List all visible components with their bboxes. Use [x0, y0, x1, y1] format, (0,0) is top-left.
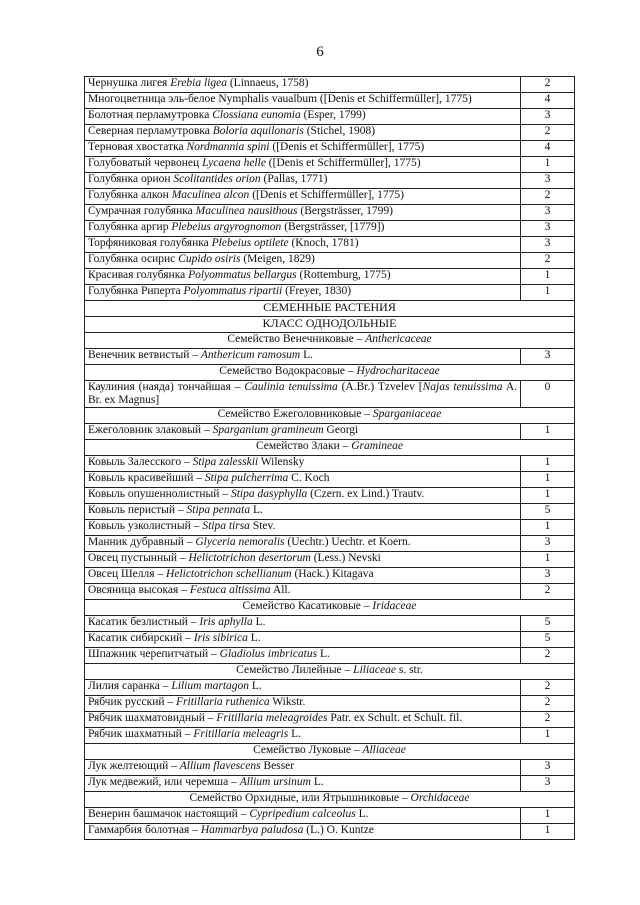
category-value: 3: [521, 760, 575, 776]
species-name: [85, 568, 521, 584]
species-table-body: [85, 77, 575, 840]
species-russian-name: Голубянка осирис: [88, 253, 179, 265]
category-value: 3: [521, 536, 575, 552]
species-russian-name: Ковыль опушеннолистный –: [88, 488, 231, 501]
species-latin-name: Helictotrichon schellianum: [166, 568, 292, 581]
species-name: [85, 77, 521, 93]
species-latin-name: Iris sibirica: [193, 632, 248, 645]
species-author: L.: [300, 349, 314, 361]
species-russian-name: Ежеголовник злаковый –: [88, 424, 213, 437]
species-name: [85, 189, 521, 205]
species-row: [85, 696, 575, 712]
family-russian-name: Семейство Касатиковые –: [242, 600, 373, 613]
species-row: [85, 680, 575, 696]
category-value: 5: [521, 616, 575, 632]
species-row: [85, 520, 575, 536]
species-latin-name: Fritillaria ruthenica: [176, 696, 270, 709]
family-latin-name: Iridaceae: [372, 600, 417, 613]
category-value: 1: [521, 808, 575, 824]
species-name: [85, 488, 521, 504]
species-russian-name: Касатик безлистный –: [88, 616, 200, 629]
species-author: All.: [270, 584, 291, 597]
category-value: 2: [521, 712, 575, 728]
family-latin-name: Hydrocharitaceae: [356, 365, 440, 377]
species-name: [85, 632, 521, 648]
species-latin-name: Anthericum ramosum: [200, 349, 301, 361]
species-name: [85, 472, 521, 488]
species-russian-name: Венечник ветвистый –: [88, 349, 201, 361]
species-row: [85, 253, 575, 269]
species-latin-name: Polyommatus bellargus: [188, 269, 297, 281]
species-latin-name: Stipa pennata: [186, 504, 251, 517]
family-russian-name: Семейство Луковые –: [253, 744, 363, 757]
family-row: [85, 744, 575, 760]
species-russian-name: Каулиния (наяда) тончайшая –: [88, 381, 245, 393]
category-value: 3: [521, 568, 575, 584]
species-latin-name: Helictotrichon desertorum: [188, 552, 311, 565]
species-name: [85, 285, 521, 301]
category-value: 2: [521, 696, 575, 712]
species-russian-name: Овсец Шелля –: [88, 568, 167, 581]
category-value: 1: [521, 728, 575, 744]
species-name: [85, 584, 521, 600]
species-author: L.: [249, 680, 262, 693]
category-value: 1: [521, 157, 575, 173]
family-qualifier: s. str.: [395, 664, 423, 677]
species-russian-name: Сумрачная голубянка: [88, 205, 196, 217]
species-latin-name: Stipa zalesskii: [192, 456, 259, 469]
species-russian-name: Шпажник черепитчатый –: [88, 648, 220, 661]
species-author: (A.Br.) Tzvelev [: [337, 381, 423, 393]
species-latin-name: Stipa tirsa: [202, 520, 250, 533]
species-latin-name: Caulinia tenuissima: [244, 381, 338, 393]
species-russian-name: Гаммарбия болотная –: [88, 824, 201, 837]
species-latin-name: Maculinea alcon: [171, 189, 250, 201]
species-row: [85, 189, 575, 205]
species-row: [85, 712, 575, 728]
family-row: [85, 440, 575, 456]
species-author: (Less.) Nevski: [310, 552, 381, 565]
species-row: [85, 584, 575, 600]
species-russian-name: Торфяниковая голубянка: [88, 237, 212, 249]
category-value: 1: [521, 824, 575, 840]
category-value: 3: [521, 109, 575, 125]
species-row: [85, 221, 575, 237]
species-russian-name: Ковыль Залесского –: [88, 456, 193, 469]
family-latin-name: Sparganiaceae: [372, 408, 442, 421]
species-russian-name: Голубянка Риперта: [88, 285, 184, 297]
species-author: ([Denis et Schiffermüller], 1775): [269, 141, 425, 153]
species-russian-name: Рябчик шахматовидный –: [88, 712, 217, 725]
family-name: [85, 600, 575, 616]
species-row: [85, 424, 575, 440]
species-name: [85, 173, 521, 189]
species-russian-name: Терновая хвостатка: [88, 141, 187, 153]
species-russian-name: Красивая голубянка: [88, 269, 189, 281]
species-russian-name: Ковыль перистый –: [88, 504, 187, 517]
species-author: Stev.: [249, 520, 276, 533]
species-name: [85, 109, 521, 125]
family-russian-name: Семейство Лилейные –: [236, 664, 354, 677]
species-row: [85, 808, 575, 824]
family-latin-name: Alliaceae: [362, 744, 406, 757]
species-latin-name: Gladiolus imbricatus: [219, 648, 318, 661]
species-row: [85, 381, 575, 408]
species-name: [85, 760, 521, 776]
species-russian-name: Ковыль узколистный –: [88, 520, 203, 533]
species-row: [85, 552, 575, 568]
family-russian-name: Семейство Орхидные, или Ятрышниковые –: [189, 792, 411, 805]
species-russian-name: Чернушка лигея: [88, 77, 171, 89]
species-latin-name: Glyceria nemoralis: [195, 536, 285, 549]
species-name: [85, 237, 521, 253]
species-author: L.: [247, 632, 261, 645]
category-value: 1: [521, 424, 575, 440]
species-russian-name: Лилия саранка –: [88, 680, 172, 693]
category-value: 1: [521, 488, 575, 504]
category-value: 3: [521, 349, 575, 365]
species-russian-name: Ковыль красивейший –: [88, 472, 205, 485]
species-latin-name: Boloria aquilonaris: [212, 125, 304, 137]
family-russian-name: Семейство Злаки –: [255, 440, 352, 453]
species-author: (Linnaeus, 1758): [226, 77, 309, 89]
category-value: 1: [521, 285, 575, 301]
species-latin-name: Fritillaria meleagris: [193, 728, 289, 741]
species-name: [85, 349, 521, 365]
species-name: [85, 93, 521, 109]
category-value: 1: [521, 456, 575, 472]
species-name: [85, 253, 521, 269]
species-russian-name: Многоцветница эль-белое Nymphalis vaualbum ([Denis et Schiffermüller], 1775): [88, 93, 472, 105]
species-latin-name: Festuca altissima: [189, 584, 271, 597]
category-value: 5: [521, 632, 575, 648]
species-russian-name: Рябчик русский –: [88, 696, 177, 709]
species-russian-name: Рябчик шахматный –: [88, 728, 194, 741]
section-header: СЕМЕННЫЕ РАСТЕНИЯ: [85, 301, 575, 317]
species-author: (Meigen, 1829): [240, 253, 315, 265]
species-row: [85, 504, 575, 520]
species-name: [85, 456, 521, 472]
species-latin-name: Scolitantides orion: [173, 173, 261, 185]
species-author: Georgi: [323, 424, 359, 437]
species-russian-name: Венерин башмачок настоящий –: [88, 808, 250, 821]
species-name: [85, 381, 521, 408]
species-name: [85, 680, 521, 696]
species-latin-name: Allium ursinum: [239, 776, 311, 789]
species-latin-name: Iris aphylla: [199, 616, 253, 629]
species-row: [85, 93, 575, 109]
species-author: L.: [252, 616, 266, 629]
species-russian-name: Овсяница высокая –: [88, 584, 190, 597]
species-name: [85, 696, 521, 712]
species-latin-name: Nordmannia spini: [186, 141, 270, 153]
species-author: Besser: [260, 760, 295, 773]
family-name: [85, 365, 575, 381]
species-row: [85, 568, 575, 584]
species-name: [85, 648, 521, 664]
species-row: [85, 141, 575, 157]
category-value: 1: [521, 472, 575, 488]
species-latin-name: Plebeius optilete: [211, 237, 289, 249]
species-row: [85, 109, 575, 125]
species-author: (Esper, 1799): [300, 109, 366, 121]
species-author: L.: [317, 648, 330, 661]
family-latin-name: Liliaceae: [353, 664, 396, 677]
family-latin-name: Gramineae: [351, 440, 403, 453]
species-author: (Freyer, 1830): [282, 285, 352, 297]
family-russian-name: Семейство Водокрасовые –: [219, 365, 357, 377]
category-value: 4: [521, 141, 575, 157]
species-author: Wilensky: [258, 456, 305, 469]
family-name: [85, 440, 575, 456]
category-value: 0: [521, 381, 575, 408]
family-latin-name: Orchidaceae: [410, 792, 470, 805]
species-row: [85, 536, 575, 552]
species-row: [85, 488, 575, 504]
species-name: [85, 776, 521, 792]
species-name: [85, 712, 521, 728]
species-latin-name: Cypripedium calceolus: [249, 808, 356, 821]
species-author: (Stichel, 1908): [303, 125, 376, 137]
species-name: [85, 269, 521, 285]
species-name: [85, 141, 521, 157]
section-header-row: [85, 301, 575, 317]
category-value: 2: [521, 125, 575, 141]
species-name: [85, 808, 521, 824]
category-value: 3: [521, 173, 575, 189]
species-name: [85, 221, 521, 237]
species-author: Wikstr.: [269, 696, 306, 709]
species-name: [85, 205, 521, 221]
species-row: [85, 760, 575, 776]
species-author: (Czern. ex Lind.) Trautv.: [307, 488, 425, 501]
species-row: [85, 237, 575, 253]
species-name: [85, 424, 521, 440]
species-row: [85, 728, 575, 744]
species-latin-name: Maculinea nausithous: [195, 205, 298, 217]
species-name: [85, 504, 521, 520]
species-row: [85, 632, 575, 648]
species-russian-name: Манник дубравный –: [88, 536, 196, 549]
species-latin-name: Hammarbya paludosa: [200, 824, 304, 837]
species-latin-name: Polyommatus ripartii: [183, 285, 283, 297]
species-row: [85, 269, 575, 285]
species-row: [85, 77, 575, 93]
family-row: [85, 333, 575, 349]
species-author: C. Koch: [288, 472, 330, 485]
category-value: 2: [521, 189, 575, 205]
section-header-row: [85, 317, 575, 333]
category-value: 3: [521, 221, 575, 237]
family-name: [85, 333, 575, 349]
species-row: [85, 173, 575, 189]
species-name: [85, 157, 521, 173]
category-value: 1: [521, 552, 575, 568]
species-row: [85, 157, 575, 173]
family-name: [85, 744, 575, 760]
species-latin-name: Clossiana eunomia: [212, 109, 301, 121]
species-row: [85, 824, 575, 840]
species-row: [85, 456, 575, 472]
species-author: ([Denis et Schiffermüller], 1775): [249, 189, 404, 201]
species-latin-name: Stipa pulcherrima: [204, 472, 289, 485]
species-row: [85, 776, 575, 792]
species-author: (L.) O. Kuntze: [303, 824, 374, 837]
species-row: [85, 349, 575, 365]
species-russian-name: Лук медвежий, или черемша –: [88, 776, 240, 789]
species-author: L.: [250, 504, 263, 517]
species-name: [85, 125, 521, 141]
species-author: L.: [355, 808, 369, 821]
page-number: 6: [316, 44, 324, 60]
species-author: (Hack.) Kitagava: [291, 568, 374, 581]
category-value: 2: [521, 253, 575, 269]
section-header: КЛАСС ОДНОДОЛЬНЫЕ: [85, 317, 575, 333]
species-russian-name: Болотная перламутровка: [88, 109, 213, 121]
species-name: [85, 552, 521, 568]
species-russian-name: Лук желтеющий –: [88, 760, 180, 773]
species-author: L.: [310, 776, 324, 789]
category-value: 2: [521, 680, 575, 696]
species-author: (Pallas, 1771): [260, 173, 328, 185]
family-name: [85, 792, 575, 808]
species-russian-name: Голубоватый червонец: [88, 157, 203, 169]
category-value: 3: [521, 776, 575, 792]
family-row: [85, 600, 575, 616]
species-author: ([Denis et Schiffermüller], 1775): [265, 157, 421, 169]
species-latin-name: Plebeius argyrognomon: [171, 221, 282, 233]
category-value: 2: [521, 648, 575, 664]
species-author: (Bergsträsser, 1799): [297, 205, 394, 217]
family-row: [85, 365, 575, 381]
species-latin-name: Lycaena helle: [202, 157, 266, 169]
species-row: [85, 648, 575, 664]
species-latin-name: Stipa dasyphylla: [230, 488, 308, 501]
species-name: [85, 728, 521, 744]
species-row: [85, 285, 575, 301]
species-name: [85, 616, 521, 632]
species-latin-name: Erebia ligea: [170, 77, 227, 89]
species-table: [84, 76, 575, 840]
species-author: (Knoch, 1781): [288, 237, 359, 249]
species-russian-name: Голубянка аргир: [88, 221, 172, 233]
species-russian-name: Северная перламутровка: [88, 125, 213, 137]
species-latin-name: Fritillaria meleagroides: [216, 712, 328, 725]
species-row: [85, 125, 575, 141]
family-row: [85, 408, 575, 424]
species-author: (Bergsträsser, [1779]): [281, 221, 385, 233]
category-value: 3: [521, 237, 575, 253]
species-author: L.: [288, 728, 301, 741]
species-name: [85, 520, 521, 536]
species-row: [85, 472, 575, 488]
species-latin-name: Lilium martagon: [171, 680, 250, 693]
family-russian-name: Семейство Венечниковые –: [227, 333, 366, 345]
species-row: [85, 205, 575, 221]
family-name: [85, 408, 575, 424]
family-name: [85, 664, 575, 680]
species-author: Patr. ex Schult. et Schult. fil.: [327, 712, 463, 725]
species-name: [85, 824, 521, 840]
category-value: 2: [521, 584, 575, 600]
species-synonym-author: A. Br. ex Magnus]: [88, 381, 518, 407]
species-latin-name: Cupido osiris: [178, 253, 241, 265]
species-author: (Rottemburg, 1775): [296, 269, 391, 281]
category-value: 3: [521, 205, 575, 221]
family-row: [85, 664, 575, 680]
species-name: [85, 536, 521, 552]
species-latin-name: Allium flavescens: [179, 760, 261, 773]
species-russian-name: Касатик сибирский –: [88, 632, 194, 645]
species-author: (Uechtr.) Uechtr. et Koern.: [284, 536, 411, 549]
species-russian-name: Голубянка орион: [88, 173, 174, 185]
species-row: [85, 616, 575, 632]
category-value: 5: [521, 504, 575, 520]
category-value: 1: [521, 520, 575, 536]
species-latin-name: Sparganium gramineum: [212, 424, 324, 437]
category-value: 2: [521, 77, 575, 93]
species-russian-name: Голубянка алкон: [88, 189, 172, 201]
category-value: 4: [521, 93, 575, 109]
species-russian-name: Овсец пустынный –: [88, 552, 189, 565]
family-row: [85, 792, 575, 808]
family-russian-name: Семейство Ежеголовниковые –: [217, 408, 373, 421]
category-value: 1: [521, 269, 575, 285]
species-synonym-latin: Najas tenuissima: [422, 381, 503, 393]
family-latin-name: Anthericaceae: [365, 333, 432, 345]
